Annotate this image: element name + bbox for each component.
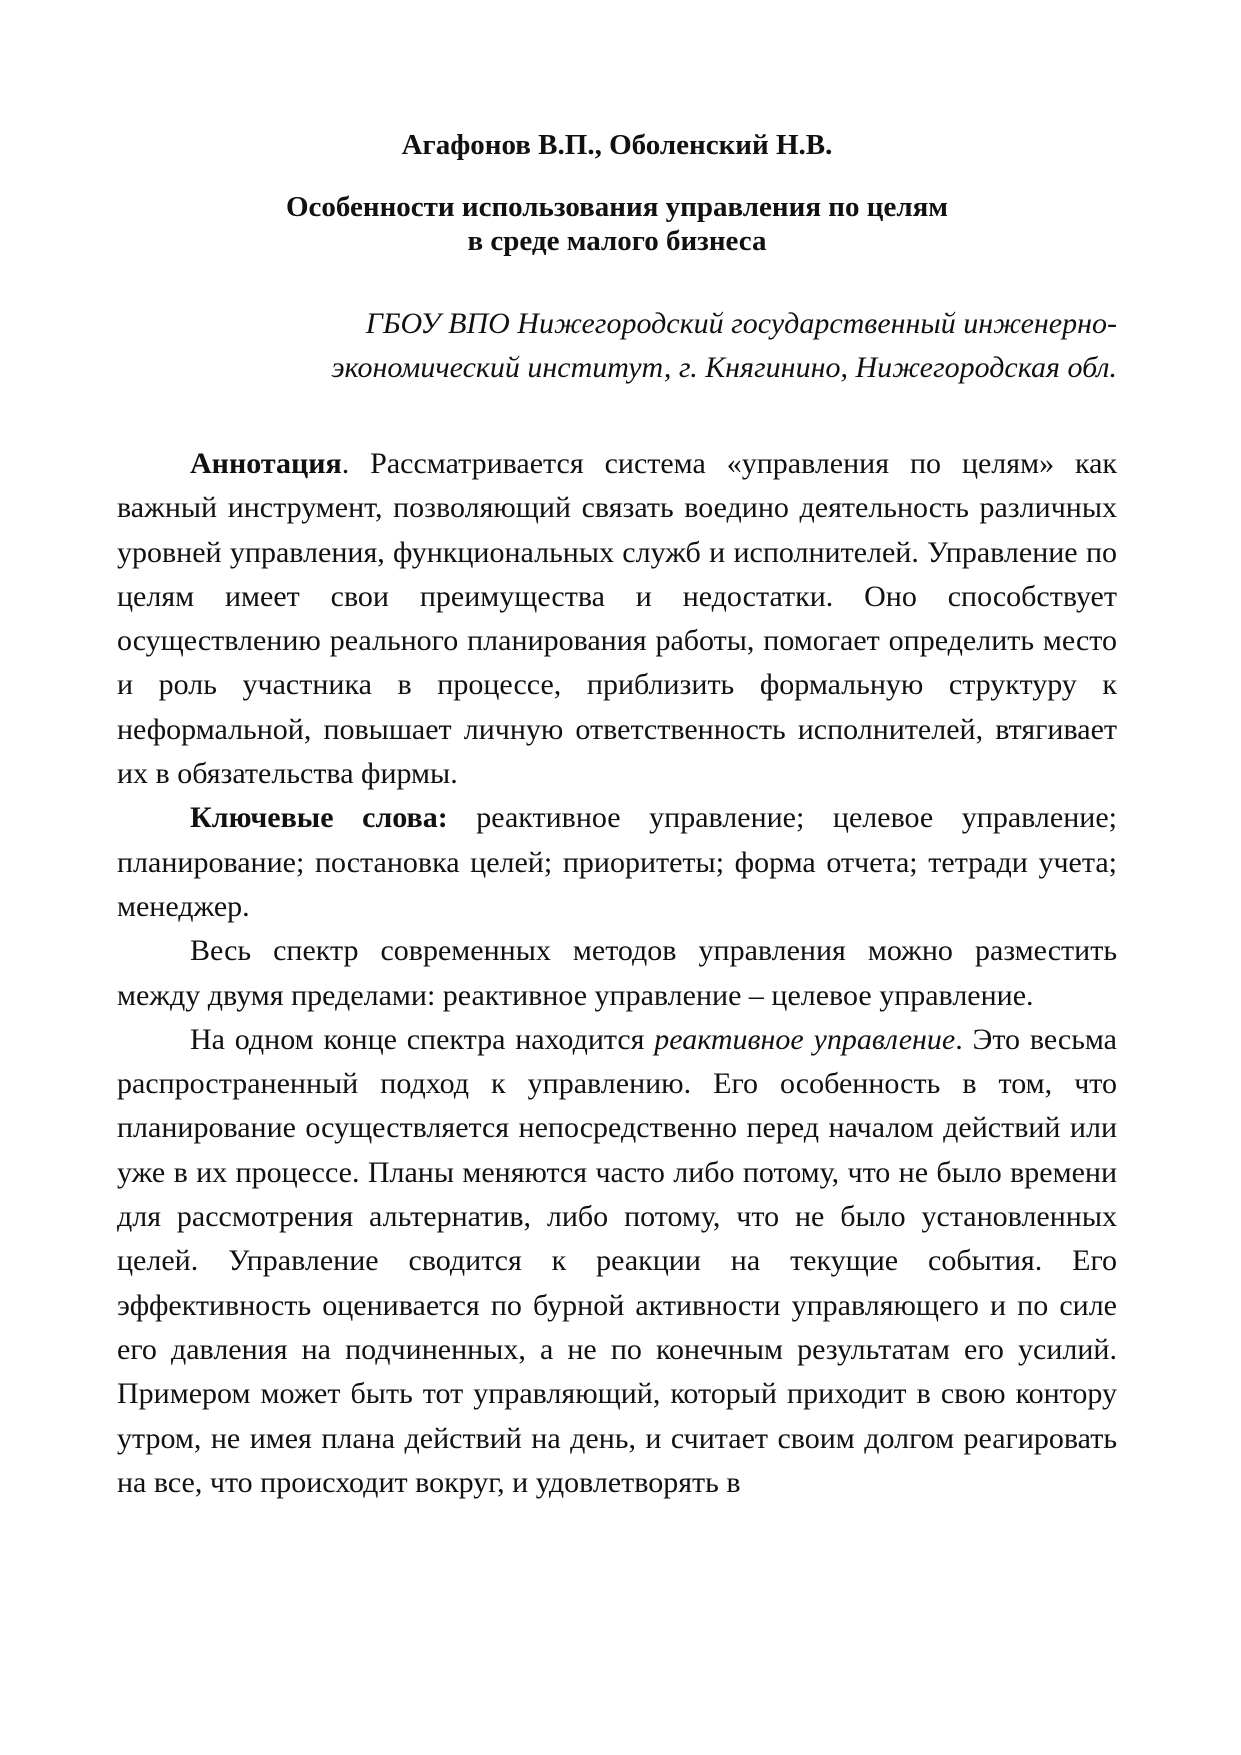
abstract-label: Аннотация	[190, 447, 342, 480]
paper-title	[117, 190, 1117, 258]
affiliation	[117, 302, 1117, 390]
body-paragraph-2	[117, 1018, 1117, 1505]
keywords-label: Ключевые слова:	[190, 801, 448, 835]
body-paragraph-1: Весь спектр современных методов управления можно разместить между двумя пределами: реактивное управление – целевое управление.	[117, 934, 1117, 1012]
paragraph-2-after: . Это весьма распространенный подход к управлению. Его особенность в том, что планирование осуществляется непосредственно перед началом действий или уже в их процессе. Планы меняются часто либо потому, что не было времени для рассмотрения альтернатив, либо потому, что не было установленных целей. Управление сводится к реакции на текущие события. Его эффективность оценивается по бурной активности управляющего и по силе его давления на подчиненных, а не по конечным результатам его усилий. Примером может быть тот управляющий, который приходит в свою контору утром, не имея плана действий на день, и считает своим долгом реагировать на все, что происходит вокруг, и удовлетворять в	[117, 1022, 1117, 1499]
abstract-text: . Рассматривается система «управления по целям» как важный инструмент, позволяющий связать воедино деятельность различных уровней управления, функциональных служб и исполнителей. Управление по целям имеет свои преимущества и недостатки. Оно способствует осуществлению реального планирования работы, помогает определить место и роль участника в процессе, приблизить формальную структуру к неформальной, повышает личную ответственность исполнителей, втягивает их в обязательства фирмы.	[117, 447, 1117, 791]
abstract-paragraph	[117, 442, 1117, 796]
affiliation-line-1: ГБОУ ВПО Нижегородский государственный инженерно-	[365, 307, 1117, 340]
paper-title-line-1: Особенности использования управления по целям	[285, 191, 949, 223]
paragraph-2-before: На одном конце спектра находится	[190, 1022, 655, 1056]
keywords-paragraph	[117, 796, 1117, 929]
affiliation-line-2: экономический институт, г. Княгинино, Нижегородская обл.	[331, 351, 1117, 384]
document-content	[117, 128, 1117, 1505]
paragraph-2-emphasis: реактивное управление	[654, 1022, 956, 1056]
article-body	[117, 442, 1117, 1505]
keywords-text: реактивное управление; целевое управление; планирование; постановка целей; приоритеты; форма отчета; тетради учета; менеджер.	[117, 801, 1117, 923]
paper-title-line-2: в среде малого бизнеса	[467, 225, 767, 257]
authors: Агафонов В.П., Оболенский Н.В.	[401, 129, 833, 161]
